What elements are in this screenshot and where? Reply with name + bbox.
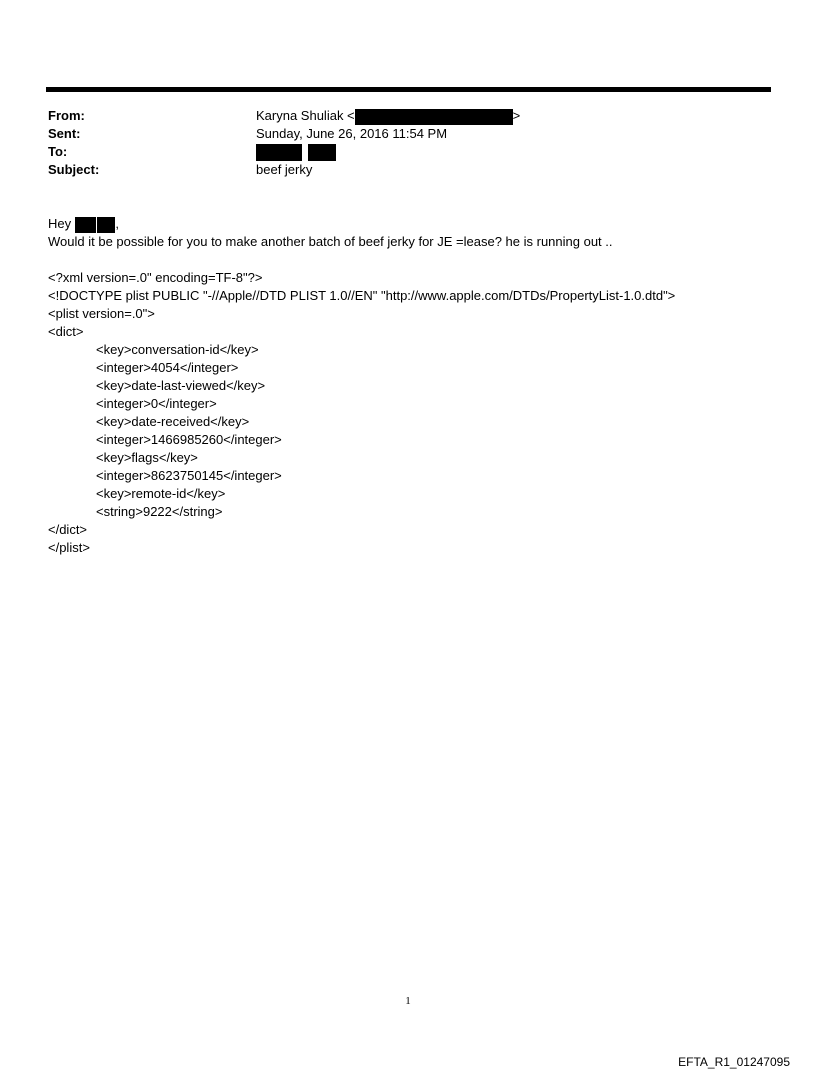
plist-close: </plist> xyxy=(48,540,90,555)
plist-entry: <integer>0</integer> xyxy=(96,396,217,411)
page-number: 1 xyxy=(405,995,411,1007)
dict-open: <dict> xyxy=(48,324,84,339)
greeting-text: Hey xyxy=(48,216,72,231)
dict-close: </dict> xyxy=(48,522,88,537)
plist-entry: <key>remote-id</key> xyxy=(96,486,226,501)
sent-label: Sent: xyxy=(48,126,81,141)
to-label: To: xyxy=(48,144,68,159)
header-rule xyxy=(46,87,771,92)
plist-entry: <integer>1466985260</integer> xyxy=(96,432,282,447)
plist-entry: <integer>8623750145</integer> xyxy=(96,468,282,483)
from-close: > xyxy=(512,108,521,123)
from-value xyxy=(256,107,520,125)
plist-entry: <key>conversation-id</key> xyxy=(96,342,259,357)
redaction-block xyxy=(355,109,513,125)
redaction-block xyxy=(97,217,115,233)
plist-entry: <integer>4054</integer> xyxy=(96,360,239,375)
redaction-block xyxy=(256,144,302,161)
doctype-line: <!DOCTYPE plist PUBLIC "-//Apple//DTD PLIST 1.0//EN" "http://www.apple.com/DTDs/PropertyList-1.0.dtd"> xyxy=(48,288,676,303)
greeting-comma: , xyxy=(115,216,119,231)
greeting-line xyxy=(48,215,119,233)
xml-declaration: <?xml version=.0" encoding=TF-8"?> xyxy=(48,270,263,285)
from-name: Karyna Shuliak < xyxy=(256,108,355,123)
plist-entry: <string>9222</string> xyxy=(96,504,223,519)
from-label: From: xyxy=(48,108,85,123)
subject-label: Subject: xyxy=(48,162,100,177)
plist-entry: <key>date-received</key> xyxy=(96,414,250,429)
sent-value: Sunday, June 26, 2016 11:54 PM xyxy=(256,126,448,141)
redaction-block xyxy=(308,144,336,161)
document-id: EFTA_R1_01247095 xyxy=(678,1055,790,1069)
subject-value: beef jerky xyxy=(256,162,313,177)
redaction-block xyxy=(75,217,96,233)
plist-entry: <key>date-last-viewed</key> xyxy=(96,378,266,393)
plist-entry: <key>flags</key> xyxy=(96,450,198,465)
plist-open: <plist version=.0"> xyxy=(48,306,155,321)
request-text: Would it be possible for you to make another batch of beef jerky for JE =lease? he is running out .. xyxy=(48,234,613,249)
to-value xyxy=(256,143,336,161)
